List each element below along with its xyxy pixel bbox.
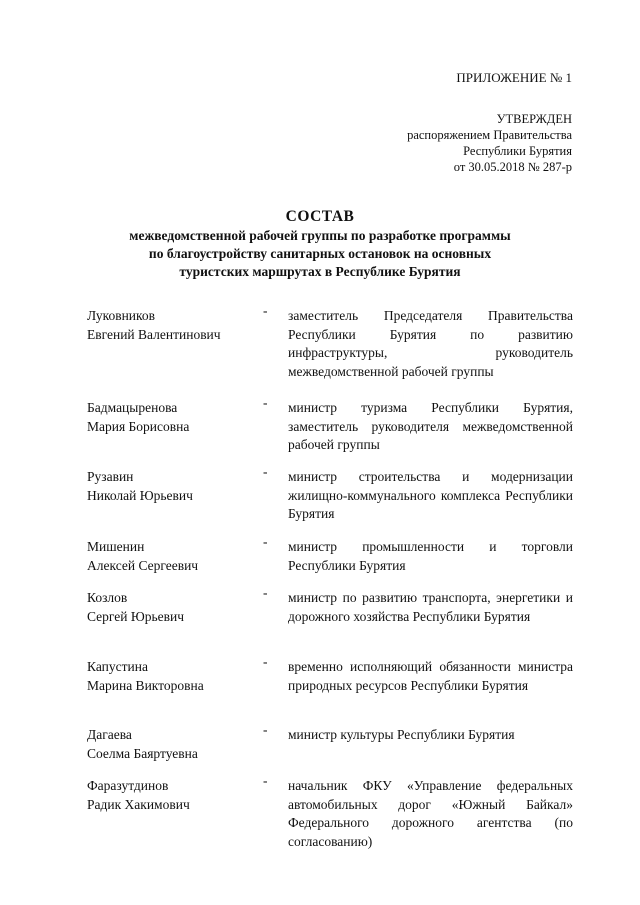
member-dash: -	[263, 464, 268, 479]
member-name	[87, 777, 257, 814]
approval-line: распоряжением Правительства	[407, 128, 572, 142]
member-dash: -	[263, 534, 268, 549]
member-surname: Дагаева	[87, 727, 132, 742]
approval-line: Республики Бурятия	[463, 144, 572, 158]
member-name	[87, 658, 257, 695]
member-given-name: Марина Викторовна	[87, 677, 204, 693]
title-line: туристских маршрутах в Республике Бурятия	[179, 264, 461, 279]
member-surname: Рузавин	[87, 469, 134, 484]
member-surname: Козлов	[87, 590, 128, 605]
member-name	[87, 468, 257, 505]
member-role: министр строительства и модернизации жилищно-коммунального комплекса Республики Бурятия	[288, 469, 573, 521]
approval-line: УТВЕРЖДЕН	[496, 112, 572, 126]
member-given-name: Алексей Сергеевич	[87, 557, 199, 573]
approval-stamp	[407, 111, 572, 175]
member-role: министр промышленности и торговли Республики Бурятия	[288, 539, 573, 573]
member-given-name: Сергей Юрьевич	[87, 608, 185, 624]
member-name	[87, 589, 257, 626]
member-role: заместитель Председателя Правительства Республики Бурятия по развитию инфраструктуры, руководитель межведомственной рабочей группы	[288, 308, 573, 379]
member-dash: -	[263, 722, 268, 737]
member-name	[87, 399, 257, 436]
member-given-name: Мария Борисовна	[87, 418, 190, 434]
member-given-name: Радик Хакимович	[87, 796, 190, 812]
member-role: начальник ФКУ «Управление федеральных автомобильных дорог «Южный Байкал» Федерального дорожного агентства (по согласованию)	[288, 778, 573, 849]
member-given-name: Евгений Валентинович	[87, 326, 221, 342]
member-dash: -	[263, 773, 268, 788]
member-surname: Мишенин	[87, 539, 145, 554]
title-line: по благоустройству санитарных остановок на основных	[148, 246, 492, 261]
approval-date-line: от 30.05.2018 № 287-р	[453, 160, 572, 174]
member-dash: -	[263, 395, 268, 410]
member-dash: -	[263, 585, 268, 600]
member-surname: Капустина	[87, 659, 148, 674]
member-name	[87, 307, 257, 344]
member-given-name: Соелма Баяртуевна	[87, 745, 198, 761]
member-role: министр культуры Республики Бурятия	[288, 727, 515, 742]
member-dash: -	[263, 654, 268, 669]
member-dash: -	[263, 303, 268, 318]
member-name	[87, 726, 257, 763]
appendix-label: ПРИЛОЖЕНИЕ № 1	[456, 70, 572, 85]
member-role: министр по развитию транспорта, энергетики и дорожного хозяйства Республики Бурятия	[288, 590, 573, 624]
title-main: СОСТАВ	[285, 208, 355, 225]
title-line: межведомственной рабочей группы по разработке программы	[129, 228, 511, 243]
member-role: министр туризма Республики Бурятия, заместитель руководителя межведомственной рабочей группы	[288, 400, 573, 452]
member-name	[87, 538, 257, 575]
member-surname: Луковников	[87, 308, 156, 323]
member-role: временно исполняющий обязанности министра природных ресурсов Республики Бурятия	[288, 659, 573, 693]
document-title	[0, 207, 640, 281]
member-given-name: Николай Юрьевич	[87, 487, 193, 503]
member-surname: Бадмацыренова	[87, 400, 178, 415]
member-surname: Фаразутдинов	[87, 778, 169, 793]
